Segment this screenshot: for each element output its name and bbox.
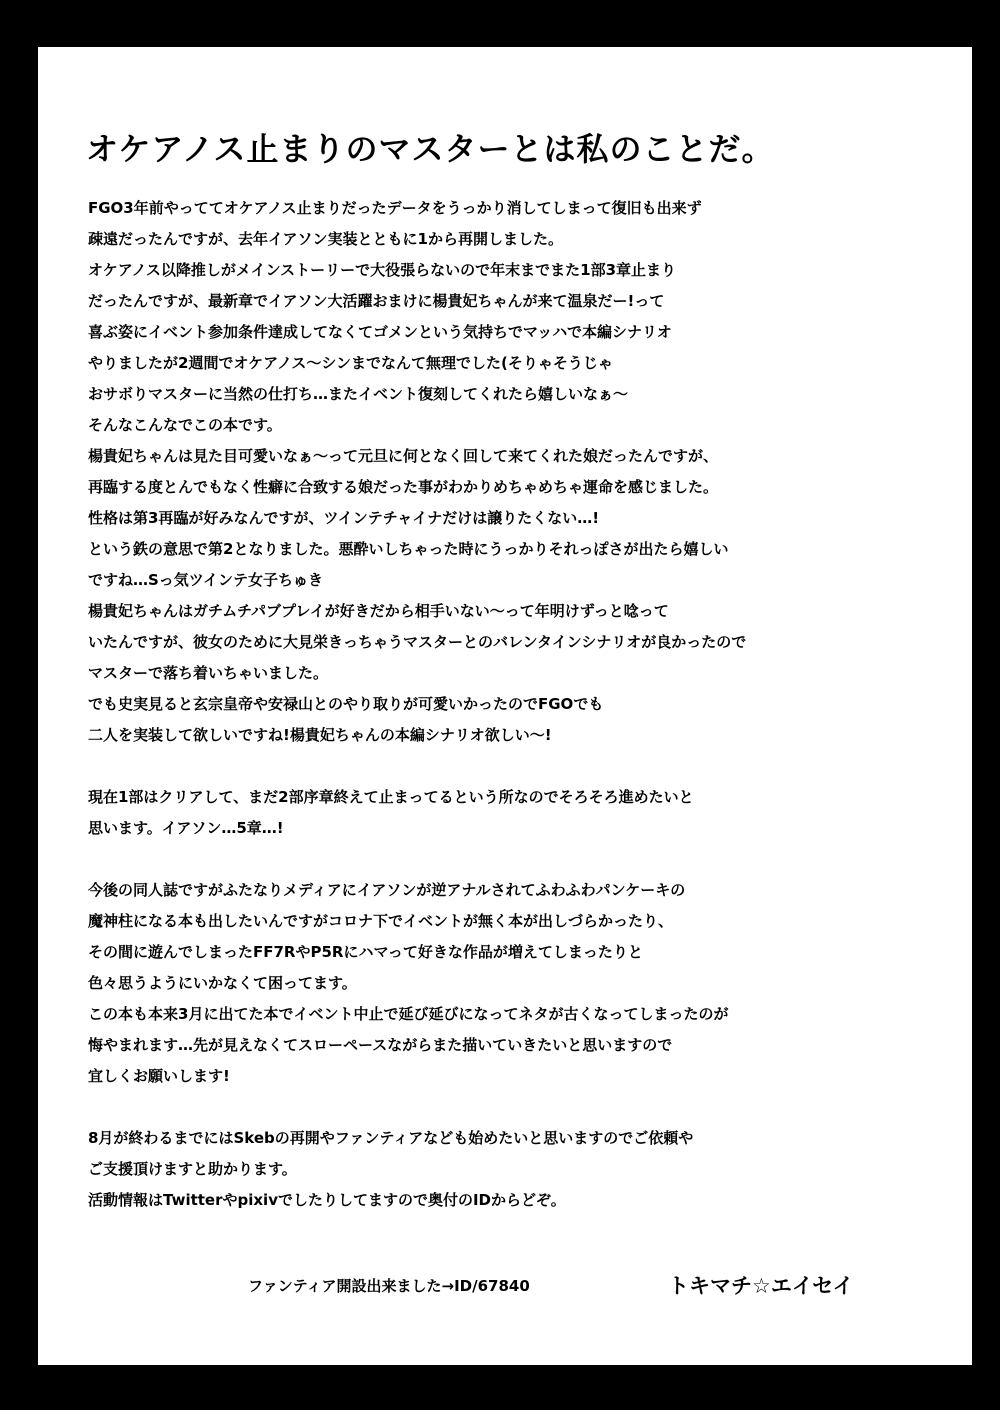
text-line: 現在1部はクリアして、まだ2部序章終えて止まってるという所なのでそろそろ進めたいと — [88, 788, 694, 806]
text-line: 魔神柱になる本も出したいんですがコロナ下でイベントが無く本が出しづらかったり、 — [88, 912, 674, 930]
text-line: 思います。イアソン…5章…! — [88, 819, 284, 837]
page-title: オケアノス止まりのマスターとは私のことだ。 — [86, 130, 775, 168]
text-line: いたんですが、彼女のために大見栄きっちゃうマスターとのバレンタインシナリオが良かったので — [88, 633, 747, 651]
text-line: この本も本来3月に出てた本でイベント中止で延び延びになってネタが古くなってしまったのが — [88, 1005, 729, 1023]
afterword-page — [38, 47, 972, 1365]
text-line: 悔やまれます…先が見えなくてスローペースながらまた描いていきたいと思いますので — [88, 1036, 673, 1054]
text-line: 楊貴妃ちゃんは見た目可愛いなぁ～って元旦に何となく回して来てくれた娘だったんですが、 — [88, 447, 719, 465]
text-line: おサボりマスターに当然の仕打ち…またイベント復刻してくれたら嬉しいなぁ～ — [88, 385, 629, 403]
text-line: その間に遊んでしまったFF7RやP5Rにハマって好きな作品が増えてしまったりと — [88, 943, 643, 961]
text-line: という鉄の意思で第2となりました。悪酔いしちゃった時にうっかりそれっぽさが出たら嬉しい — [88, 540, 729, 558]
text-line: 再臨する度とんでもなく性癖に合致する娘だった事がわかりめちゃめちゃ運命を感じました。 — [88, 478, 719, 496]
text-line: 性格は第3再臨が好みなんですが、ツインテチャイナだけは譲りたくない…! — [88, 509, 600, 527]
text-line: そんなこんなでこの本です。 — [88, 416, 282, 434]
text-line: 二人を実装して欲しいですね!楊貴妃ちゃんの本編シナリオ欲しい～! — [88, 726, 552, 744]
text-line: マスターで落ち着いちゃいました。 — [88, 664, 329, 682]
text-line: 疎遠だったんですが、去年イアソン実装とともに1から再開しました。 — [88, 230, 563, 248]
text-line: 色々思うようにいかなくて困ってます。 — [88, 974, 357, 992]
paragraph-gap — [88, 844, 928, 875]
text-line: 活動情報はTwitterやpixivでしたりしてますので奥付のIDからどぞ。 — [88, 1191, 566, 1209]
page-footer — [38, 1275, 972, 1315]
text-line: ご支援頂けますと助かります。 — [88, 1160, 297, 1178]
text-line: 喜ぶ姿にイベント参加条件達成してなくてゴメンという気持ちでマッハで本編シナリオ — [88, 323, 672, 341]
text-line: やりましたが2週間でオケアノス～シンまでなんて無理でした(そりゃそうじゃ — [88, 354, 613, 372]
text-line: ですね…Sっ気ツインテ女子ちゅき — [88, 571, 324, 589]
text-line: 楊貴妃ちゃんはガチムチパブプレイが好きだから相手いない～って年明けずっと唸って — [88, 602, 669, 620]
author-signature: トキマチ☆エイセイ — [668, 1274, 854, 1298]
paragraph-gap — [88, 751, 928, 782]
text-line: 8月が終わるまでにはSkebの再開やファンティアなども始めたいと思いますのでご依頼や — [88, 1129, 694, 1147]
text-line: 宜しくお願いします! — [88, 1067, 230, 1085]
text-line: だったんですが、最新章でイアソン大活躍おまけに楊貴妃ちゃんが来て温泉だー!って — [88, 292, 665, 310]
fantia-id-note: ファンティア開設出来ました→ID/67840 — [248, 1277, 530, 1295]
afterword-body — [88, 193, 928, 1216]
text-line: 今後の同人誌ですがふたなりメディアにイアソンが逆アナルされてふわふわパンケーキの — [88, 881, 686, 899]
text-line: でも史実見ると玄宗皇帝や安禄山とのやり取りが可愛いかったのでFGOでも — [88, 695, 604, 713]
paragraph-gap — [88, 1092, 928, 1123]
text-line: FGO3年前やっててオケアノス止まりだったデータをうっかり消してしまって復旧も出来ず — [88, 199, 702, 217]
text-line: オケアノス以降推しがメインストーリーで大役張らないので年末までまた1部3章止まり — [88, 261, 677, 279]
